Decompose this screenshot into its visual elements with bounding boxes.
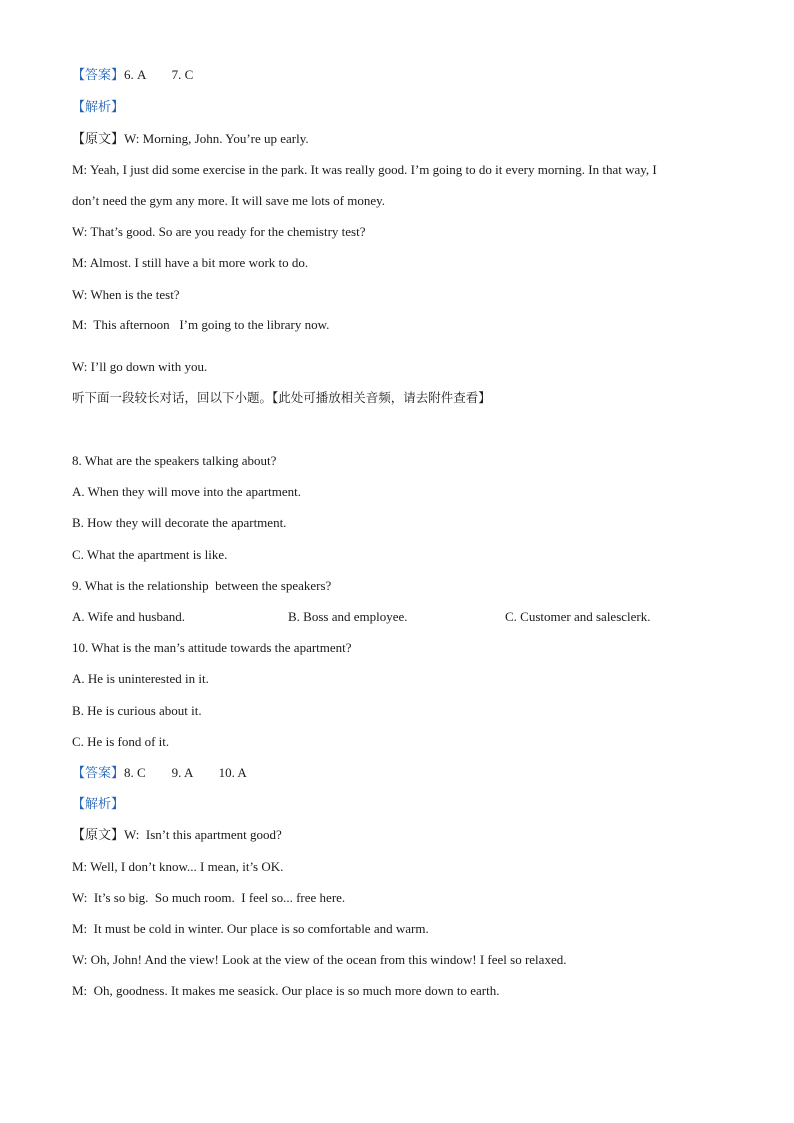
analysis-tag: 【解析】 bbox=[72, 797, 125, 812]
question-options-row bbox=[72, 608, 722, 626]
question-option: C. What the apartment is like. bbox=[72, 547, 228, 562]
dialogue-line: W: Oh, John! And the view! Look at the view of the ocean from this window! I feel so relaxed. bbox=[72, 952, 567, 967]
question-option: B. How they will decorate the apartment. bbox=[72, 515, 287, 530]
dialogue-line: M: Almost. I still have a bit more work to do. bbox=[72, 255, 309, 270]
question-option: C. He is fond of it. bbox=[72, 734, 170, 749]
dialogue-line: W: That’s good. So are you ready for the chemistry test? bbox=[72, 224, 366, 239]
question-stem: 9. What is the relationship between the speakers? bbox=[72, 578, 332, 593]
question-option: B. Boss and employee. bbox=[288, 609, 408, 624]
question-option: A. Wife and husband. bbox=[72, 609, 185, 624]
question-option: A. When they will move into the apartment. bbox=[72, 484, 302, 499]
dialogue-line: M: Oh, goodness. It makes me seasick. Our place is so much more down to earth. bbox=[72, 983, 500, 998]
answer-line-1 bbox=[72, 66, 722, 85]
question-option: A. He is uninterested in it. bbox=[72, 671, 209, 686]
dialogue-line: M: Well, I don’t know... I mean, it’s OK. bbox=[72, 859, 284, 874]
transcript-line bbox=[72, 130, 722, 149]
analysis-line-2 bbox=[72, 795, 722, 814]
answer-text: 6. A 7. C bbox=[124, 67, 194, 82]
question-stem: 10. What is the man’s attitude towards the apartment? bbox=[72, 640, 352, 655]
dialogue-line: don’t need the gym any more. It will save me lots of money. bbox=[72, 193, 386, 208]
dialogue-line: W: It’s so big. So much room. I feel so... free here. bbox=[72, 890, 346, 905]
analysis-line-1 bbox=[72, 98, 722, 117]
original-tag: 【原文】 bbox=[72, 132, 125, 147]
dialogue-line: W: I’ll go down with you. bbox=[72, 359, 208, 374]
analysis-tag: 【解析】 bbox=[72, 100, 125, 115]
original-tag: 【原文】 bbox=[72, 828, 125, 843]
dialogue-line: M: Yeah, I just did some exercise in the park. It was really good. I’m going to do it every morning. In that way, I bbox=[72, 162, 657, 177]
answer-line-2 bbox=[72, 764, 722, 783]
question-stem: 8. What are the speakers talking about? bbox=[72, 453, 277, 468]
dialogue-line: W: Morning, John. You’re up early. bbox=[124, 131, 309, 146]
dialogue-line: M: This afternoon I’m going to the library now. bbox=[72, 317, 330, 332]
answer-tag: 【答案】 bbox=[72, 766, 125, 781]
question-option: B. He is curious about it. bbox=[72, 703, 202, 718]
listening-instruction: 听下面一段较长对话，回以下小题。【此处可播放相关音频，请去附件查看】 bbox=[72, 390, 491, 405]
question-option: C. Customer and salesclerk. bbox=[505, 609, 651, 624]
dialogue-line: M: It must be cold in winter. Our place is so comfortable and warm. bbox=[72, 921, 429, 936]
answer-text: 8. C 9. A 10. A bbox=[124, 765, 247, 780]
dialogue-line: W: When is the test? bbox=[72, 287, 180, 302]
transcript-line bbox=[72, 826, 722, 845]
dialogue-line: W: Isn’t this apartment good? bbox=[124, 827, 282, 842]
answer-tag: 【答案】 bbox=[72, 68, 125, 83]
